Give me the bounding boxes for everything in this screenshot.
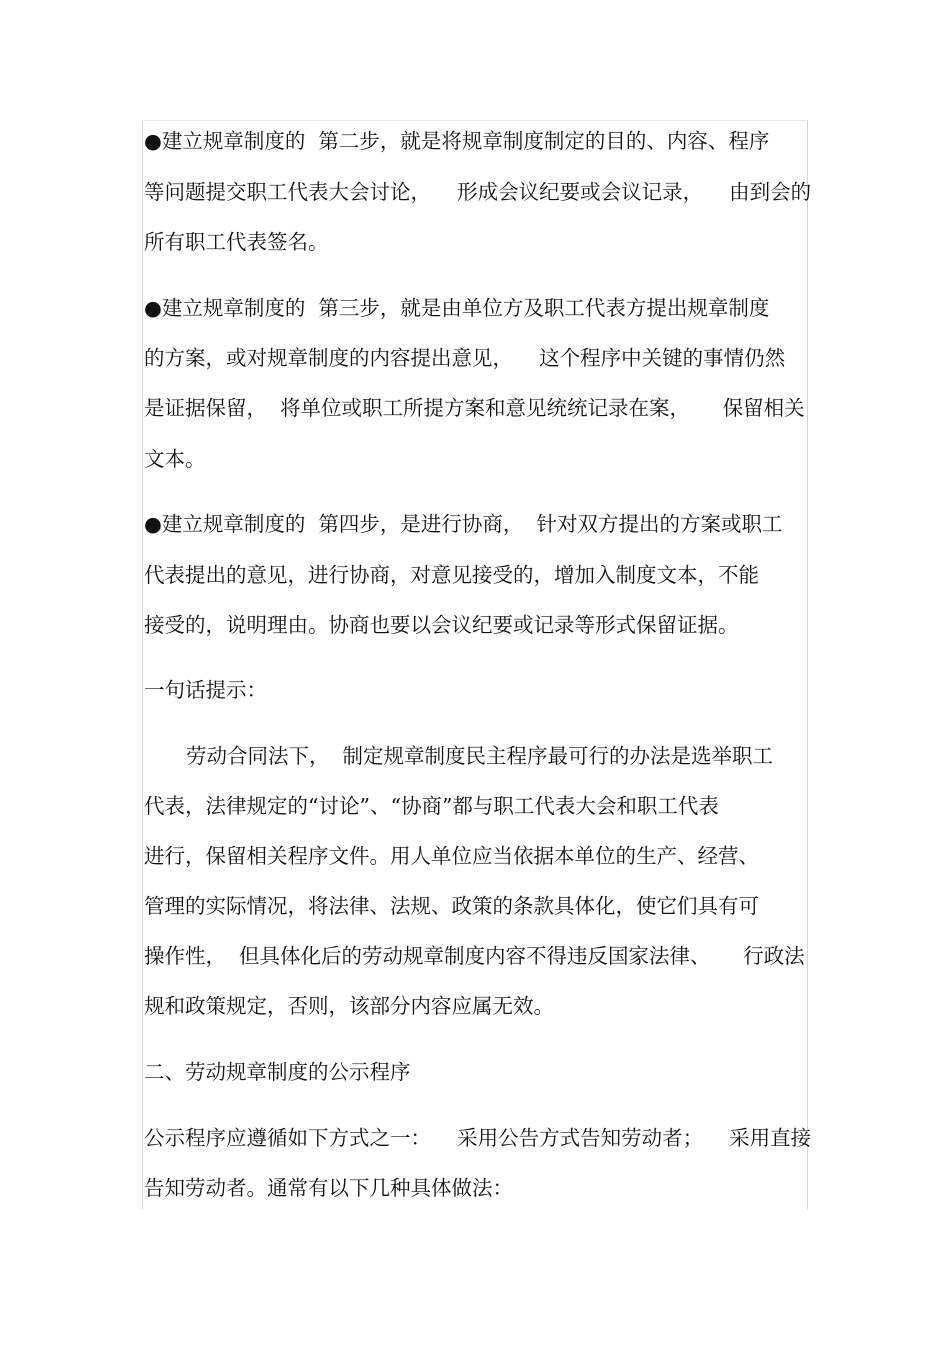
text-line: 代表，法律规定的“讨论”、“协商”都与职工代表大会和职工代表 <box>144 794 719 818</box>
text-line: 文本。 <box>144 447 206 471</box>
text-line: 代表提出的意见，进行协商，对意见接受的，增加入制度文本，不能 <box>144 563 759 587</box>
text-line: 管理的实际情况，将法律、法规、政策的条款具体化，使它们具有可 <box>144 894 759 918</box>
text-line: 等问题提交职工代表大会讨论， 形成会议纪要或会议记录， 由到会的 <box>144 180 812 204</box>
section-note: 一句话提示： <box>144 678 267 702</box>
text-line: 所有职工代表签名。 <box>144 230 329 254</box>
text-line: 的方案，或对规章制度的内容提出意见， 这个程序中关键的事情仍然 <box>144 346 786 370</box>
text-line: 劳动合同法下， 制定规章制度民主程序最可行的办法是选举职工 <box>186 744 774 768</box>
text-line: 告知劳动者。通常有以下几种具体做法： <box>144 1176 513 1200</box>
text-line: 接受的，说明理由。协商也要以会议纪要或记录等形式保留证据。 <box>144 613 739 637</box>
section-heading: 二、劳动规章制度的公示程序 <box>144 1060 411 1084</box>
page-frame <box>142 120 812 1209</box>
text-line: 进行，保留相关程序文件。用人单位应当依据本单位的生产、经营、 <box>144 844 759 868</box>
text-line: ●建立规章制度的 第四步，是进行协商， 针对双方提出的方案或职工 <box>144 512 783 536</box>
text-line: 是证据保留， 将单位或职工所提方案和意见统统记录在案， 保留相关 <box>144 396 805 420</box>
text-line: 公示程序应遵循如下方式之一： 采用公告方式告知劳动者； 采用直接 <box>144 1126 812 1150</box>
text-line: 操作性， 但具体化后的劳动规章制度内容不得违反国家法律、 行政法 <box>144 944 805 968</box>
text-line: ●建立规章制度的 第三步，就是由单位方及职工代表方提出规章制度 <box>144 296 770 320</box>
text-line: 规和政策规定，否则，该部分内容应属无效。 <box>144 994 554 1018</box>
text-line: ●建立规章制度的 第二步，就是将规章制度制定的目的、内容、程序 <box>144 129 770 153</box>
